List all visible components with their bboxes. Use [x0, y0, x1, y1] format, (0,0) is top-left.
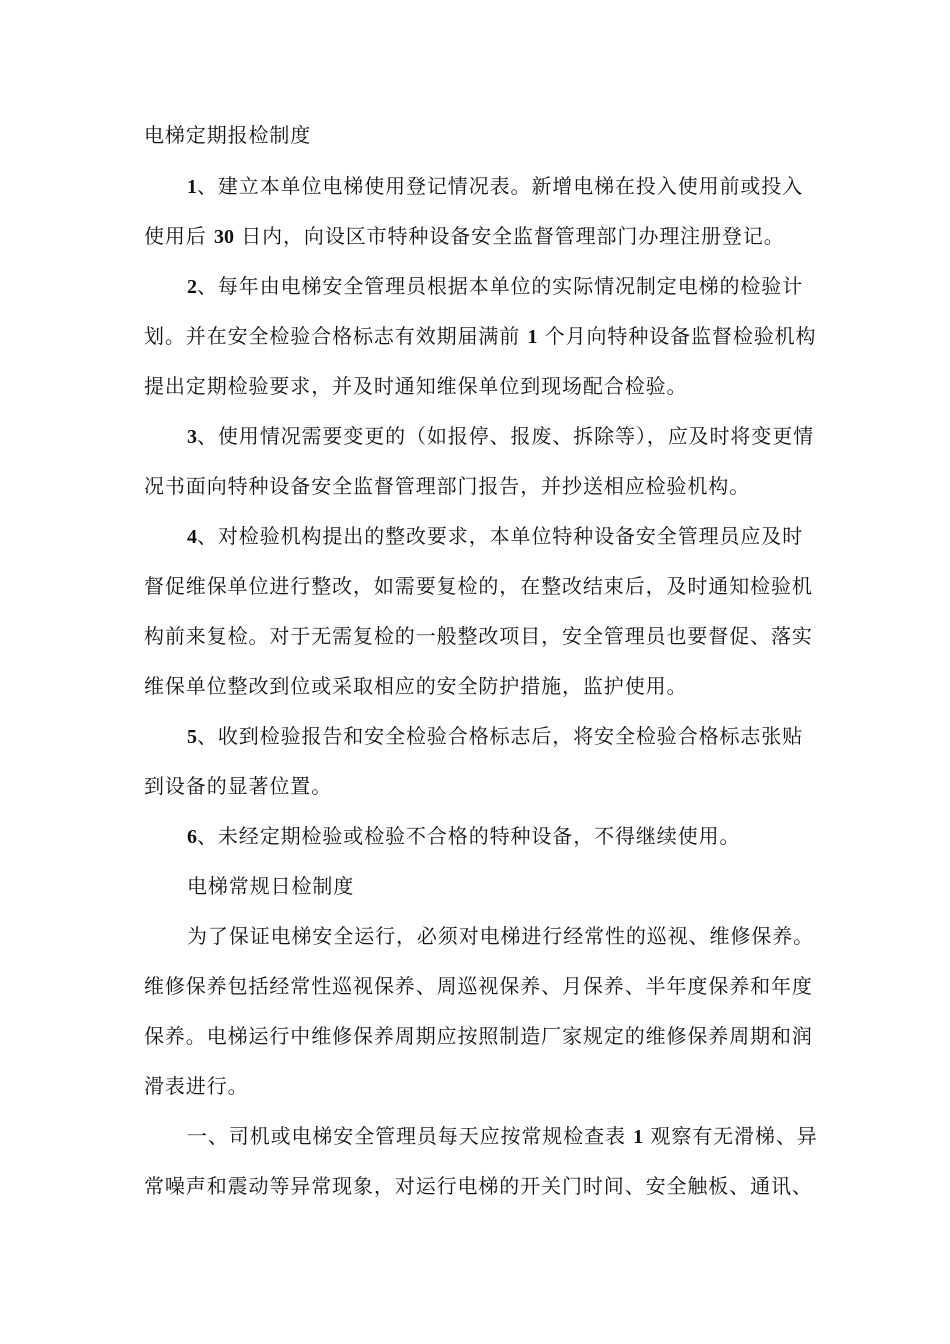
line-text: 、对检验机构提出的整改要求，本单位特种设备安全管理员应及时 [197, 524, 804, 548]
item-number: 3 [187, 426, 197, 448]
paragraph-line [187, 274, 803, 299]
line-text: 、未经定期检验或检验不合格的特种设备，不得继续使用。 [197, 824, 741, 848]
paragraph-line [144, 324, 816, 349]
paragraph-line [144, 474, 750, 498]
line-text: 、收到检验报告和安全检验合格标志后，将安全检验合格标志张贴 [197, 724, 804, 748]
item-number: 2 [187, 276, 197, 298]
heading-text: 电梯定期报检制度 [144, 123, 312, 147]
paragraph-line [187, 174, 803, 199]
line-text: 提出定期检验要求，并及时通知维保单位到现场配合检验。 [144, 374, 688, 398]
paragraph-line [187, 424, 814, 449]
line-text: 为了保证电梯安全运行，必须对电梯进行经常性的巡视、维修保养。 [187, 924, 814, 948]
paragraph-line [144, 374, 687, 398]
line-text: 况书面向特种设备安全监督管理部门报告，并抄送相应检验机构。 [144, 474, 751, 498]
paragraph-line [187, 924, 814, 948]
paragraph-line [144, 1024, 813, 1048]
line-text: 到设备的显著位置。 [144, 774, 333, 798]
line-text: 构前来复检。对于无需复检的一般整改项目，安全管理员也要督促、落实 [144, 624, 813, 648]
paragraph-line [144, 674, 687, 698]
paragraph-line [144, 774, 332, 798]
heading-text: 电梯常规日检制度 [187, 874, 355, 898]
line-text: 使用后 [144, 224, 214, 248]
doc-title-daily-inspection [187, 874, 354, 898]
inline-number: 30 [213, 226, 234, 248]
paragraph-line [144, 1174, 813, 1198]
line-text: 保养。电梯运行中维修保养周期应按照制造厂家规定的维修保养周期和润 [144, 1024, 813, 1048]
item-number: 4 [187, 526, 197, 548]
inline-number: 1 [633, 1126, 644, 1148]
line-text: 个月向特种设备监督检验机构 [537, 324, 817, 348]
line-text: 维保单位整改到位或采取相应的安全防护措施，监护使用。 [144, 674, 688, 698]
paragraph-line [187, 1124, 818, 1149]
paragraph-line [144, 1074, 249, 1098]
paragraph-line [187, 524, 803, 549]
line-text: 、使用情况需要变更的（如报停、报废、拆除等），应及时将变更情 [197, 424, 814, 448]
line-text: 、每年由电梯安全管理员根据本单位的实际情况制定电梯的检验计 [197, 274, 804, 298]
line-text: 滑表进行。 [144, 1074, 249, 1098]
item-number: 1 [187, 176, 197, 198]
doc-title-periodic-inspection [144, 123, 311, 147]
line-text: 常噪声和震动等异常现象，对运行电梯的开关门时间、安全触板、通讯、 [144, 1174, 813, 1198]
line-text: 日内，向设区市特种设备安全监督管理部门办理注册登记。 [233, 224, 785, 248]
item-number: 5 [187, 726, 197, 748]
line-text: 一、司机或电梯安全管理员每天应按常规检查表 [187, 1124, 634, 1148]
inline-number: 1 [527, 326, 538, 348]
line-text: 划。并在安全检验合格标志有效期届满前 [144, 324, 528, 348]
line-text: 、建立本单位电梯使用登记情况表。新增电梯在投入使用前或投入 [197, 174, 804, 198]
paragraph-line [187, 824, 740, 849]
paragraph-line [144, 574, 813, 598]
line-text: 观察有无滑梯、异 [643, 1124, 818, 1148]
paragraph-line [144, 974, 813, 998]
line-text: 维修保养包括经常性巡视保养、周巡视保养、月保养、半年度保养和年度 [144, 974, 813, 998]
line-text: 督促维保单位进行整改，如需要复检的，在整改结束后，及时通知检验机 [144, 574, 813, 598]
item-number: 6 [187, 826, 197, 848]
paragraph-line [144, 624, 813, 648]
paragraph-line [187, 724, 803, 749]
paragraph-line [144, 224, 785, 249]
